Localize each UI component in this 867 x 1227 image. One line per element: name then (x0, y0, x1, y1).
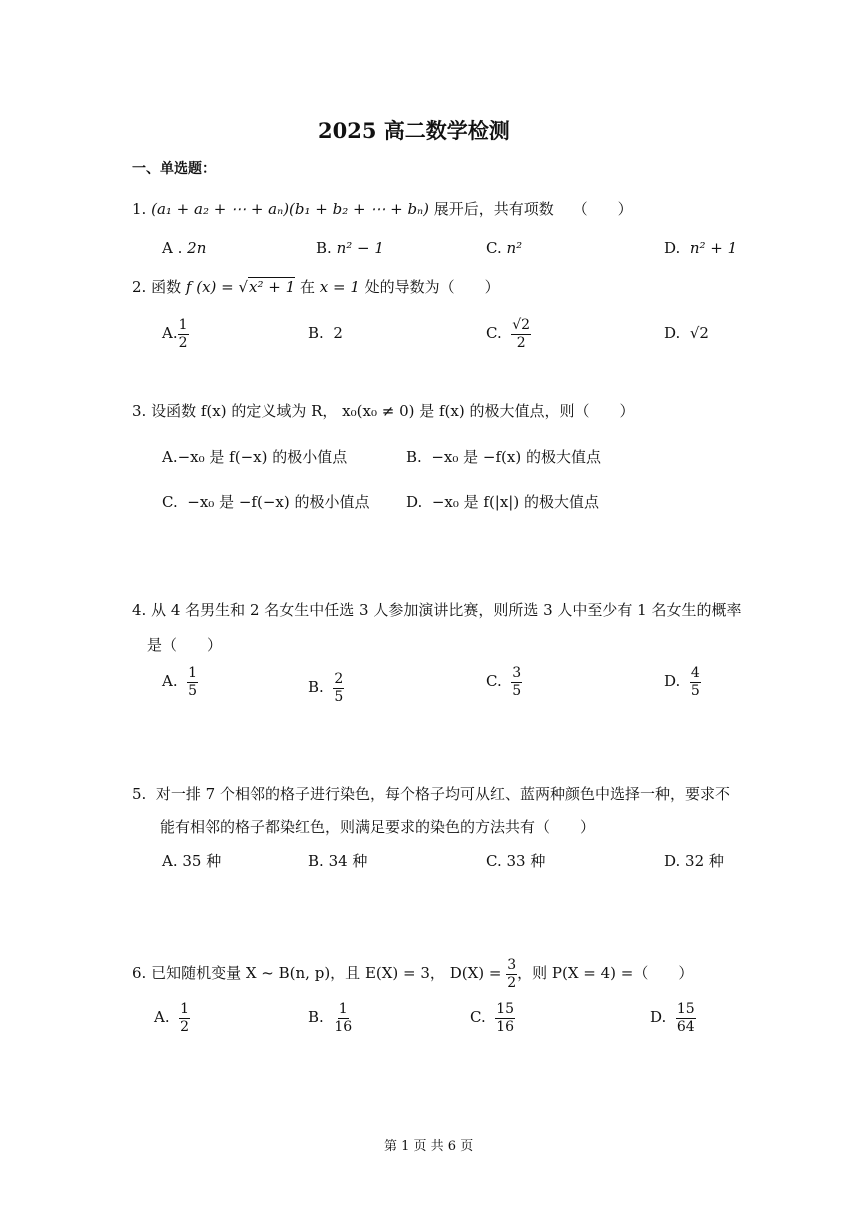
question-5-line2: 能有相邻的格子都染红色，则满足要求的染色的方法共有（ ） (160, 818, 596, 836)
question-1 (132, 202, 633, 217)
question-number: 6. (132, 964, 147, 983)
question-4-line2: 是（ ） (147, 636, 223, 654)
q4-option-b: B. $\frac{2}{5}$ (308, 671, 344, 705)
q2-option-c: C. $\frac{√2}{2}$ (486, 317, 531, 351)
page-footer: 第 1 页 共 6 页 (384, 1139, 474, 1154)
q3-option-d: D. −x₀ 是 f(|x|) 的极大值点 (406, 493, 599, 511)
q1-option-d: D. n² + 1 (664, 239, 738, 257)
q5-option-a: A. 35 种 (162, 852, 222, 870)
radicand: x² + 1 (249, 278, 296, 296)
question-4 (132, 603, 742, 618)
q6-option-c: C. $\frac{15}{16}$ (470, 1001, 515, 1035)
q1-option-a: A . 2n (162, 239, 207, 257)
q4-option-d: D. $\frac{4}{5}$ (664, 665, 700, 699)
question-text: 对一排 7 个相邻的格子进行染色，每个格子均可从红、蓝两种颜色中选择一种，要求不 (155, 785, 730, 803)
q3-option-b: B. −x₀ 是 −f(x) 的极大值点 (406, 448, 601, 466)
q5-option-b: B. 34 种 (308, 852, 368, 870)
q3-option-c: C. −x₀ 是 −f(−x) 的极小值点 (162, 493, 370, 511)
condition: x = 1 (319, 278, 360, 296)
q2-option-a: A. $\frac{1}{2}$ (162, 317, 188, 351)
question-number: 2. (132, 278, 147, 296)
answer-blank: （ ） (572, 200, 633, 218)
function-expression: f (x) = (185, 278, 239, 296)
q2-option-d: D. √2 (664, 324, 709, 342)
q6-option-b: B. $\frac{1}{16}$ (308, 1001, 353, 1035)
question-number: 5. (132, 785, 147, 803)
question-number: 1. (132, 200, 147, 218)
q6-option-d: D. $\frac{15}{64}$ (650, 1001, 695, 1035)
q2-option-b: B. 2 (308, 324, 343, 342)
sqrt-sign: √ (238, 278, 249, 296)
q5-option-d: D. 32 种 (664, 852, 724, 870)
question-6: 6. 已知随机变量 X ~ B(n, p)，且 E(X) = 3， D(X) = $\frac{3}{2}$ ，则 P(X = 4) =（ ） (132, 957, 694, 991)
question-text: 展开后，共有项数 (433, 200, 554, 218)
question-number: 4. (132, 601, 147, 619)
q6-option-a: A. $\frac{1}{2}$ (154, 1001, 190, 1035)
question-2: 2. 函数 f (x) = √x² + 1 在 x = 1 处的导数为（ ） (132, 278, 500, 296)
question-3: 3. 设函数 f(x) 的定义域为 R， x₀(x₀ ≠ 0) 是 f(x) 的极大值点，则（ ） (132, 402, 635, 420)
q1-option-b: B. n² − 1 (316, 239, 384, 257)
question-text: 从 4 名男生和 2 名女生中任选 3 人参加演讲比赛，则所选 3 人中至少有 1 名女生的概率 (151, 601, 742, 619)
q1-option-c: C. n² (486, 239, 523, 257)
q4-option-a: A. $\frac{1}{5}$ (162, 665, 198, 699)
page-title: 2025 高二数学检测 (318, 118, 510, 143)
section-heading: 一、单选题： (132, 161, 216, 177)
question-text: 已知随机变量 X ~ B(n, p)，且 E(X) = 3， D(X) = (151, 964, 502, 983)
q3-option-a: A.−x₀ 是 f(−x) 的极小值点 (162, 448, 348, 466)
q4-option-c: C. $\frac{3}{5}$ (486, 665, 522, 699)
q5-option-c: C. 33 种 (486, 852, 546, 870)
variance-fraction: $\frac{3}{2}$ (507, 957, 517, 991)
question-expression: (a₁ + a₂ + ⋯ + aₙ)(b₁ + b₂ + ⋯ + bₙ) (151, 200, 429, 218)
question-5 (132, 787, 730, 802)
